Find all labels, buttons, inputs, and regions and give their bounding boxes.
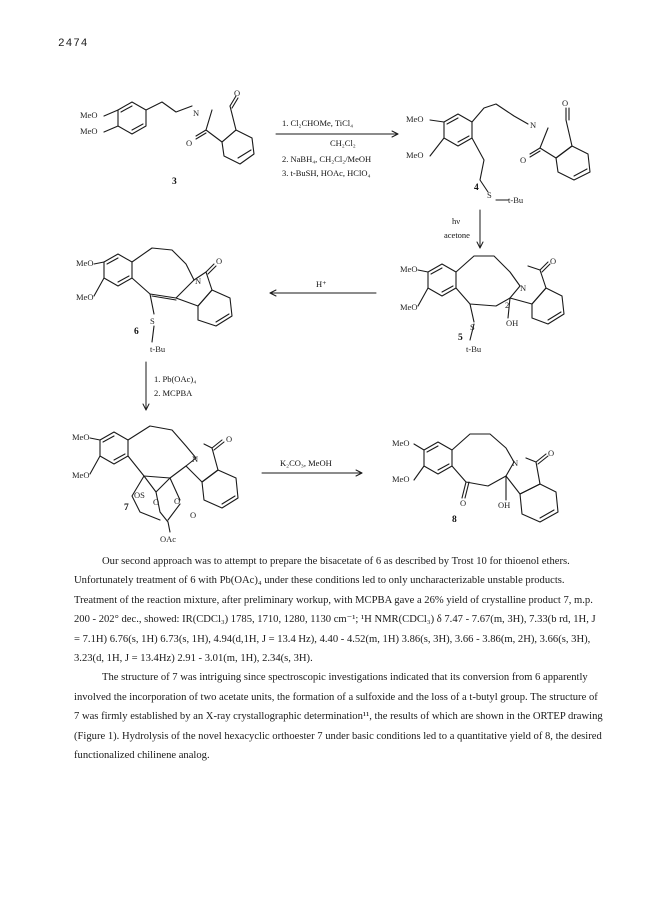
atom-label: N: [195, 276, 202, 286]
atom-label: MeO: [400, 302, 418, 312]
atom-label: t-Bu: [508, 195, 524, 205]
atom-label: MeO: [392, 438, 410, 448]
atom-label: N: [192, 454, 199, 464]
compound-number-3: 3: [172, 177, 177, 187]
atom-label: MeO: [400, 264, 418, 274]
atom-label: N: [530, 120, 537, 130]
compound-number-7: 7: [124, 503, 129, 513]
atom-label: MeO: [80, 126, 98, 136]
atom-label: O: [562, 98, 569, 108]
arrow-7-to-8: [262, 470, 362, 476]
atom-label: MeO: [72, 432, 90, 442]
compound-5-structure: [418, 256, 564, 340]
condition-5-6: H⁺: [316, 279, 327, 289]
compound-4-structure: [430, 104, 590, 200]
condition-6-7-line1: 1. Pb(OAc)₄: [154, 374, 197, 384]
atom-label: S: [470, 322, 475, 332]
atom-label: O: [226, 434, 233, 444]
compound-number-4: 4: [474, 183, 479, 193]
page-number: 2474: [58, 38, 89, 50]
atom-label: t-Bu: [150, 344, 166, 354]
atom-label: S: [150, 316, 155, 326]
condition-3-4-line1: 1. Cl₂CHOMe, TiCl₄: [282, 118, 354, 128]
atom-label: S: [487, 190, 492, 200]
atom-label: OAc: [160, 534, 177, 544]
atom-label: t-Bu: [466, 344, 482, 354]
atom-label: O: [190, 510, 197, 520]
atom-label: OH: [498, 500, 511, 510]
atom-label: MeO: [72, 470, 90, 480]
compound-number-5: 5: [458, 333, 463, 343]
paragraph-2: [74, 668, 604, 765]
atom-label: O: [550, 256, 557, 266]
atom-label: MeO: [392, 474, 410, 484]
atom-label: N: [520, 283, 527, 293]
atom-label: N: [193, 108, 200, 118]
condition-3-4-line3: 2. NaBH₄, CH₂Cl₂/MeOH: [282, 154, 372, 164]
condition-3-4-line4: 3. t-BuSH, HOAc, HClO₄: [282, 168, 371, 178]
condition-4-5-line2: acetone: [444, 230, 470, 240]
atom-label: O: [153, 497, 160, 507]
compound-number-8: 8: [452, 515, 457, 525]
paragraph-2-text: The structure of 7 was intriguing since spectroscopic investigations indicated that its conversion from 6 apparently involved the incorporation of two acetate units, the formation of a sulfoxide and the loss of a t-butyl group. The structure of 7 was firmly established by an X-ray crystallographic determination¹¹, the results of which are shown in the ORTEP drawing (Figure 1). Hydrolysis of the novel hexacyclic orthoester 7 under basic conditions led to a quantitative yield of 8, the desired functionalized chilinene analog.: [74, 672, 603, 762]
compound-3-structure: [104, 96, 254, 164]
atom-label: MeO: [406, 150, 424, 160]
condition-4-5-line1: hν: [452, 216, 461, 226]
condition-6-7-line2: 2. MCPBA: [154, 388, 193, 398]
paragraph-1-text: Our second approach was to attempt to prepare the bisacetate of 6 as described by Trost 10 for thioenol ethers. Unfortunately treatment of 6 with Pb(OAc)₄ under these conditions led to only uncharacterizable unstable products. Treatment of the reaction mixture, after preliminary workup, with MCPBA gave a 26% yield of crystalline product 7, m.p. 200 - 202° dec., showed: IR(CDCl₃) 1785, 1710, 1280, 1130 cm⁻¹; ¹H NMR(CDCl₃) δ 7.47 - 7.67(m, 3H), 7.33(b rd, 1H, J = 7.1H) 6.76(s, 1H) 6.73(s, 1H), 4.94(d,1H, J = 13.4 Hz), 4.40 - 4.52(m, 1H) 3.86(s, 3H), 3.66 - 3.86(m, 2H), 3.66(s, 3H), 3.23(d, 1H, J = 13.4Hz) 2.91 - 3.01(m, 1H), 2.34(s, 3H).: [74, 556, 596, 665]
atom-label: O: [520, 155, 527, 165]
atom-label: MeO: [406, 114, 424, 124]
atom-label: O: [460, 498, 467, 508]
atom-label: OH: [506, 318, 519, 328]
atom-label: O: [174, 496, 181, 506]
compound-7-structure: [90, 426, 238, 532]
compound-6-structure: [94, 248, 232, 342]
atom-label: O: [548, 448, 555, 458]
arrow-3-to-4: [276, 131, 398, 137]
paragraph-1: [74, 552, 604, 668]
atom-label: MeO: [80, 110, 98, 120]
arrow-5-to-6: [270, 290, 376, 296]
arrow-4-to-5: [477, 210, 483, 248]
atom-label: MeO: [76, 292, 94, 302]
atom-label: O: [216, 256, 223, 266]
atom-label: O: [234, 88, 241, 98]
atom-label: O: [186, 138, 193, 148]
atom-label: MeO: [76, 258, 94, 268]
arrow-6-to-7: [143, 362, 149, 410]
compound-8-structure: [414, 434, 558, 522]
article-body: [74, 552, 604, 765]
compound-number-6: 6: [134, 327, 139, 337]
atom-label: OS: [134, 490, 145, 500]
atom-label: 2: [505, 300, 510, 310]
atom-label: N: [512, 458, 519, 468]
condition-7-8: K₂CO₃, MeOH: [280, 458, 332, 468]
condition-3-4-line2: CH₂Cl₂: [330, 138, 356, 148]
